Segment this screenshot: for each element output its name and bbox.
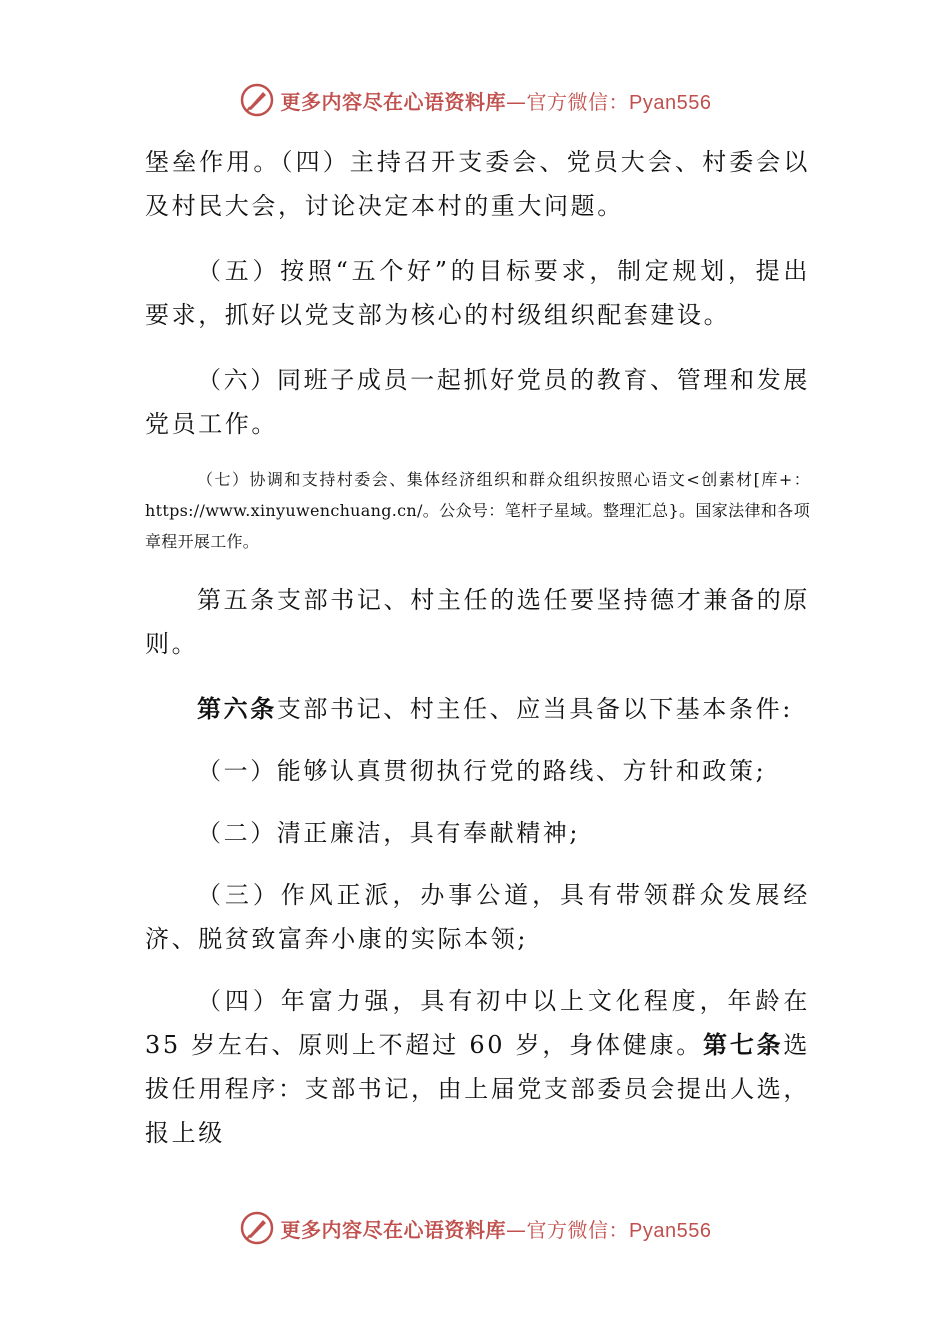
- paragraph-6: 第六条支部书记、村主任、应当具备以下基本条件:: [197, 694, 793, 723]
- footer-watermark: [0, 1208, 950, 1248]
- paragraph-7: （一）能够认真贯彻执行党的路线、方针和政策;: [197, 757, 767, 785]
- article-6-heading: 第六条: [197, 694, 277, 723]
- header-watermark: [0, 80, 950, 120]
- paragraph-5: 第五条支部书记、村主任的选任要坚持德才兼备的原则。: [145, 586, 810, 658]
- watermark-text: 更多内容尽在心语资料库—官方微信：Pyan556: [280, 1217, 712, 1242]
- paragraph-1: 堡垒作用。（四）主持召开支委会、党员大会、村委会以及村民大会，讨论决定本村的重大问题。: [145, 148, 810, 220]
- watermark-text: 更多内容尽在心语资料库—官方微信：Pyan556: [280, 89, 712, 114]
- article-7-heading: 第七条: [703, 1030, 784, 1059]
- paragraph-2: （五）按照“五个好”的目标要求，制定规划，提出要求，抓好以党支部为核心的村级组织配套建设。: [145, 257, 810, 329]
- paragraph-4-small: （七）协调和支持村委会、集体经济组织和群众组织按照心语文<创素材[库+：https://www.xinyuwenchuang.cn/。公众号：笔杆子星域。整理汇总}。国家法律和各项章程开展工作。: [145, 470, 810, 551]
- paragraph-3: （六）同班子成员一起抓好党员的教育、管理和发展党员工作。: [145, 366, 810, 438]
- paragraph-8: （二）清正廉洁，具有奉献精神;: [197, 819, 581, 847]
- paragraph-10: （四）年富力强，具有初中以上文化程度，年龄在 35 岁左右、原则上不超过 60 岁，身体健康。第七条选拔任用程序：支部书记，由上届党支部委员会提出人选，报上级: [145, 987, 810, 1147]
- document-body: [145, 140, 810, 1155]
- paragraph-9: （三）作风正派，办事公道，具有带领群众发展经济、脱贫致富奔小康的实际本领;: [145, 881, 810, 953]
- quill-logo-icon: [239, 82, 275, 118]
- quill-logo-icon: [239, 1210, 275, 1246]
